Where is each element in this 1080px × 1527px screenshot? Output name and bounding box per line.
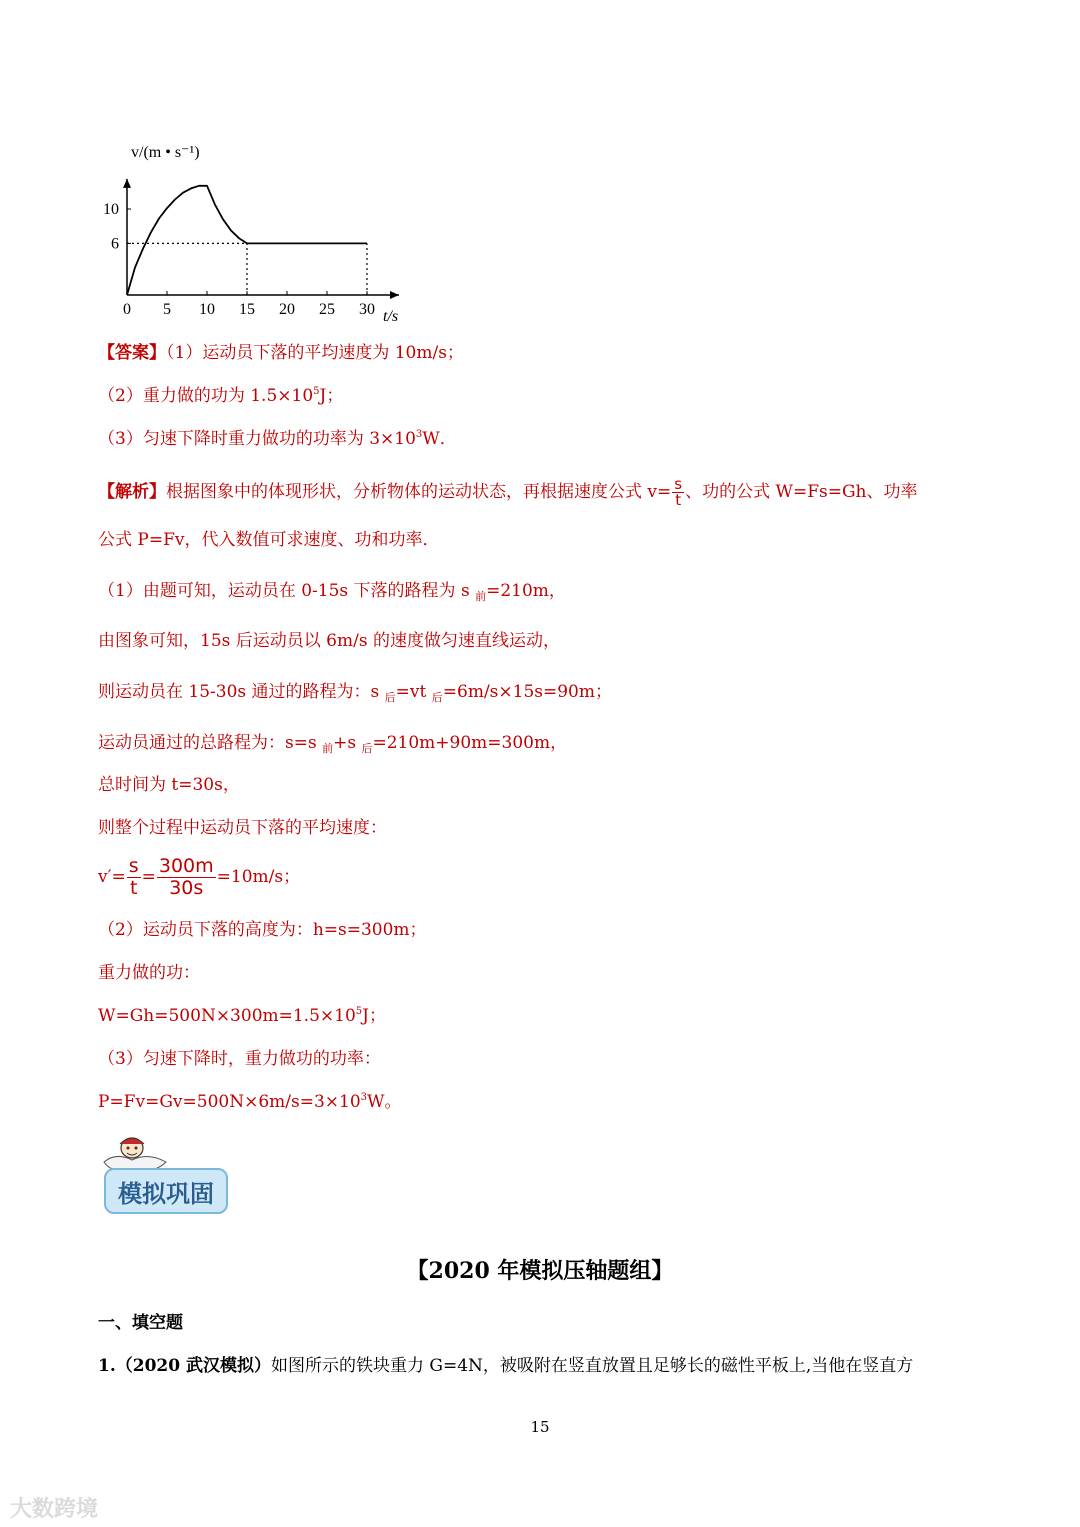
watermark: 大数跨境 bbox=[10, 1497, 99, 1522]
page-number: 15 bbox=[530, 1418, 550, 1436]
x-axis-arrow bbox=[390, 291, 399, 299]
analysis-line-6: 运动员通过的总路程为：s=s $_前$+s $_后$=210m+90m=300m， bbox=[98, 733, 568, 755]
analysis-line-11: 重力做的功： bbox=[98, 963, 200, 983]
analysis-line-3: （1）由题可知，运动员在 0‑15s 下落的路程为 s $_前$=210m， bbox=[98, 581, 566, 603]
analysis-tag: 【解析】 bbox=[98, 482, 166, 502]
x-tick-label: 30 bbox=[359, 301, 375, 318]
analysis-line-14: $P=Fv=Gv=500N\times 6m/s=3\times 10^3W$。 bbox=[98, 1092, 402, 1112]
section-title: 一、填空题 bbox=[98, 1313, 183, 1333]
x-tick-label: 25 bbox=[319, 301, 335, 318]
answer-line-1: 【答案】（1）运动员下落的平均速度为 10m/s； bbox=[98, 343, 464, 363]
x-tick-label: 15 bbox=[239, 301, 255, 318]
y-tick-label: 6 bbox=[111, 235, 119, 253]
analysis-line-4: 由图象可知，15s 后运动员以 6m/s 的速度做匀速直线运动， bbox=[98, 631, 560, 651]
x-axis-label: t/s bbox=[383, 308, 399, 325]
analysis-line-8: 则整个过程中运动员下落的平均速度： bbox=[98, 818, 387, 838]
answer-line-2: （2）重力做的功为 $1.5\times 10^5J$； bbox=[98, 386, 344, 406]
analysis-line-2: 公式 P=Fv，代入数值可求速度、功和功率． bbox=[98, 530, 440, 550]
analysis-line-7: 总时间为 t=30s， bbox=[98, 775, 240, 795]
mock-consolidation-badge: 模拟巩固 bbox=[104, 1168, 228, 1214]
x-tick-label: 5 bbox=[163, 301, 171, 318]
fraction-s-over-t-2: $\frac{s}{t}$ bbox=[128, 855, 139, 899]
velocity-time-chart bbox=[95, 135, 425, 325]
y-axis-label: v/(m • s⁻¹) bbox=[131, 144, 200, 161]
y-tick-label: 10 bbox=[103, 201, 119, 218]
x-tick-label: 10 bbox=[199, 301, 215, 318]
analysis-line-9: v′= $\frac{s}{t}$ = $\frac{300m}{30s}$ =10m/s； bbox=[98, 855, 301, 899]
question-1: 1.（2020 武汉模拟）如图所示的铁块重力 G=4N，被吸附在竖直放置且足够长的磁性平板上,当他在竖直方 bbox=[98, 1356, 914, 1376]
answer-tag: 【答案】 bbox=[98, 343, 166, 363]
analysis-line-1: 【解析】根据图象中的体现形状，分析物体的运动状态，再根据速度公式 v= $\frac{s}{t}$ 、功的公式 W=Fs=Gh、功率 bbox=[98, 475, 918, 509]
section-heading: 【2020 年模拟压轴题组】 bbox=[406, 1258, 674, 1284]
y-axis-arrow bbox=[123, 179, 131, 188]
analysis-line-10: （2）运动员下落的高度为：h=s=300m； bbox=[98, 920, 427, 940]
analysis-line-5: 则运动员在 15‑30s 通过的路程为：s $_后$=vt $_后$=6m/s×15s=90m； bbox=[98, 682, 612, 704]
fraction-300m-over-30s: $\frac{300m}{30s}$ bbox=[158, 855, 214, 899]
analysis-line-12: $W=Gh=500N\times 300m=1.5\times 10^5J$； bbox=[98, 1006, 386, 1026]
x-tick-label: 20 bbox=[279, 301, 295, 318]
x-tick-label: 0 bbox=[123, 301, 131, 318]
answer-line-3: （3）匀速下降时重力做功的功率为 $3\times 10^3W$． bbox=[98, 429, 457, 449]
analysis-line-13: （3）匀速下降时，重力做功的功率： bbox=[98, 1049, 381, 1069]
fraction-s-over-t: $\frac{s}{t}$ bbox=[674, 475, 683, 509]
